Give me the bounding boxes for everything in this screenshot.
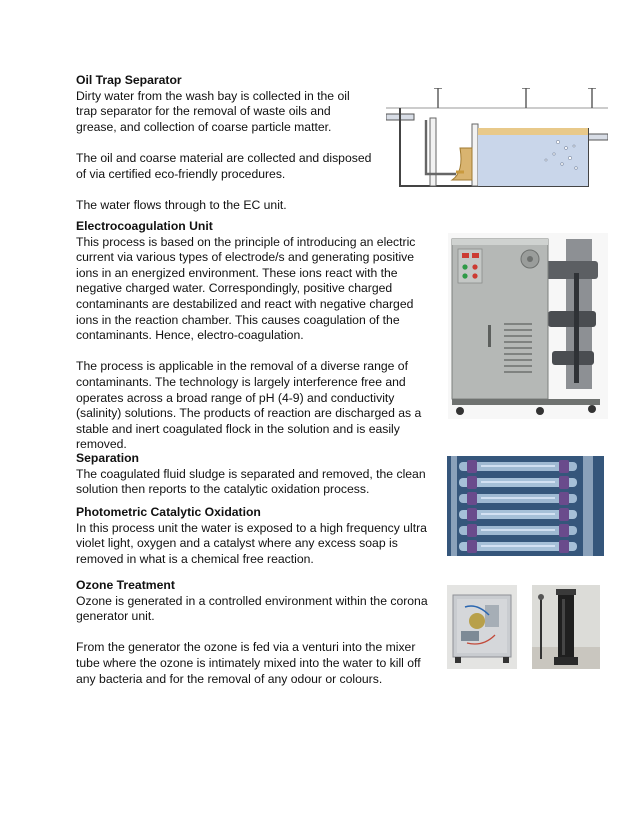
section-photometric [76,505,427,567]
paragraph-line: The oil and coarse material are collected and disposed [76,150,372,165]
paragraph-line: removed. [76,437,127,452]
uv-tubes-image [447,456,604,556]
paragraph-line: The water flows through to the EC unit. [76,197,287,212]
section-heading: Separation [76,451,139,465]
paragraph-line: contaminants are destabilized and react with negative charged [76,296,414,311]
electrocoagulation-unit-image [448,233,608,419]
paragraph-line: Ozone is generated in a controlled environment within the corona [76,593,428,608]
paragraph-line: any bacteria and for the removal of any odour or colours. [76,671,383,686]
paragraph-line: trap separator for the removal of waste oils and [76,104,331,119]
paragraph-line: negative charged water. Correspondingly, positive charged [76,281,393,296]
mixer-tube-image [532,585,600,669]
section-separation [76,451,426,498]
section-electrocoagulation [76,219,421,453]
paragraph-line: ions in an energized environment. These ions react with the [76,265,398,280]
paragraph-line: ions in the reaction chamber. This causes coagulation of the [76,312,400,327]
section-ozone [76,578,428,687]
paragraph-line: Dirty water from the wash bay is collected in the oil [76,88,350,103]
paragraph-line: current via various types of electrode/s and generating positive [76,250,415,265]
paragraph-line: (salinity) solutions. The products of reaction are discharged as a [76,406,422,421]
paragraph-line: operates across a broad range of pH (4-9) and conductivity [76,390,395,405]
paragraph-line: solution then reports to the catalytic oxidation process. [76,482,370,497]
paragraph-line: grease, and collection of coarse particle matter. [76,119,332,134]
section-heading: Ozone Treatment [76,578,175,592]
ozone-generator-image [447,585,517,669]
paragraph-line: contaminants. Hence, electro-coagulation. [76,328,304,343]
paragraph-line: The coagulated fluid sludge is separated and removed, the clean [76,466,426,481]
paragraph-line: generator unit. [76,609,155,624]
section-oil-trap [76,73,371,213]
paragraph-line: of via certified eco-friendly procedures. [76,166,286,181]
paragraph-line: tube where the ozone is intimately mixed into the water to kill off [76,655,421,670]
paragraph-line: removed in what is a chemical free reaction. [76,551,314,566]
paragraph-line: From the generator the ozone is fed via a venturi into the mixer [76,640,416,655]
paragraph-line: The process is applicable in the removal of a diverse range of [76,359,408,374]
paragraph-line: violet light, oxygen and a catalyst where any excess soap is [76,536,398,551]
paragraph-line: stable and inert coagulated flock in the solution and is easily [76,421,400,436]
section-heading: Oil Trap Separator [76,73,182,87]
paragraph-line: In this process unit the water is exposed to a high frequency ultra [76,520,427,535]
paragraph-line: This process is based on the principle of introducing an electric [76,234,416,249]
section-heading: Electrocoagulation Unit [76,219,213,233]
section-heading: Photometric Catalytic Oxidation [76,505,261,519]
paragraph-line: contaminants. The technology is largely interference free and [76,374,406,389]
oil-trap-diagram [386,88,608,196]
